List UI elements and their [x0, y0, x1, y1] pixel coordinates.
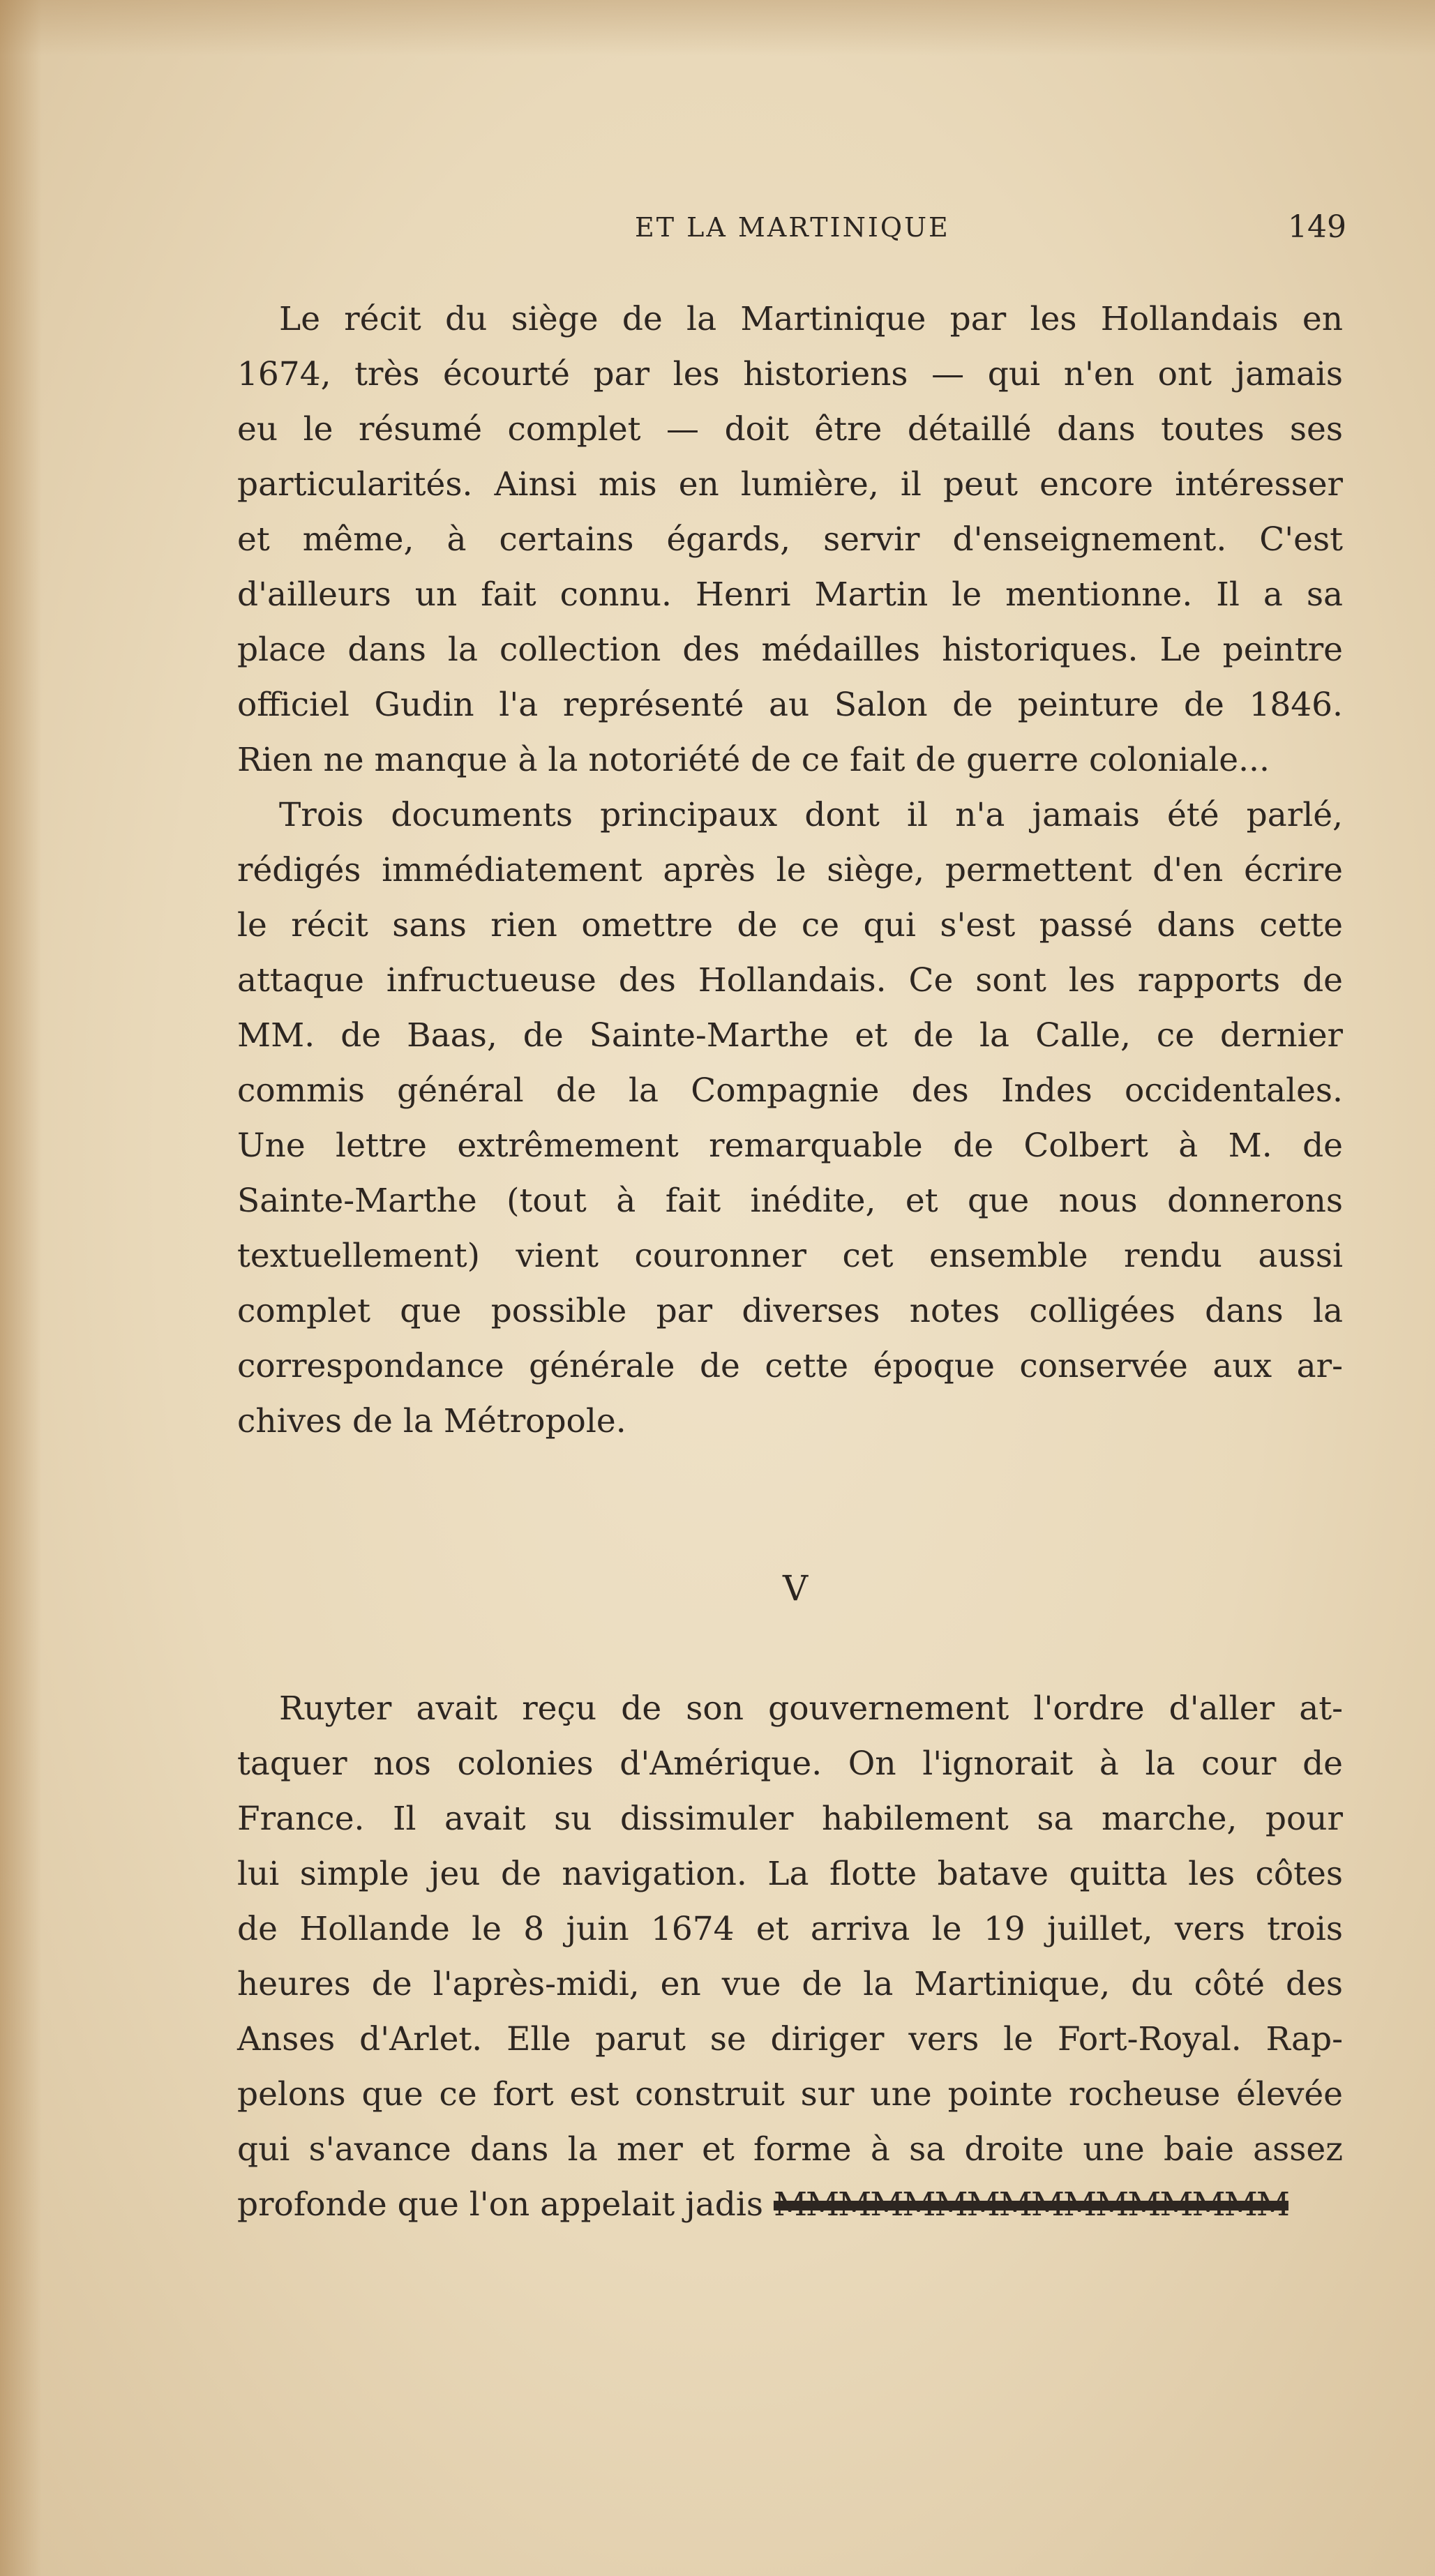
- text-line: de Hollande le 8 juin 1674 et arriva le 19 juillet, vers trois: [237, 1910, 1343, 1948]
- text-line: Trois documents principaux dont il n'a jamais été parlé,: [279, 796, 1343, 834]
- text-line: 1674, très écourté par les historiens — qui n'en ont jamais: [237, 355, 1343, 393]
- running-title: ET LA MARTINIQUE: [635, 212, 950, 243]
- running-head: [0, 209, 1435, 251]
- text-line: Le récit du siège de la Martinique par les Hollandais en: [279, 300, 1343, 338]
- text-line: heures de l'après-midi, en vue de la Martinique, du côté des: [237, 1965, 1343, 2003]
- text-line: place dans la collection des médailles historiques. Le peintre: [237, 631, 1343, 669]
- text-line: MM. de Baas, de Sainte-Marthe et de la Calle, ce dernier: [237, 1016, 1343, 1055]
- text-line: correspondance générale de cette époque conservée aux ar-: [237, 1347, 1343, 1385]
- text-line: officiel Gudin l'a représenté au Salon de peinture de 1846.: [237, 686, 1343, 724]
- struck-through-word: MMMMMMMMMMMMMMMM: [773, 2185, 1289, 2224]
- section-text-1: [237, 292, 1343, 1449]
- text-line: attaque infructueuse des Hollandais. Ce sont les rapports de: [237, 961, 1343, 1000]
- text-line: Une lettre extrêmement remarquable de Colbert à M. de: [237, 1127, 1343, 1165]
- page-edge-shading: [0, 0, 42, 2576]
- page-number: 149: [1288, 209, 1346, 245]
- text-line: Anses d'Arlet. Elle parut se diriger vers le Fort-Royal. Rap-: [237, 2020, 1343, 2058]
- text-line: taquer nos colonies d'Amérique. On l'ignorait à la cour de: [237, 1745, 1343, 1783]
- text-line: et même, à certains égards, servir d'enseignement. C'est: [237, 520, 1343, 559]
- text-line: textuellement) vient couronner cet ensemble rendu aussi: [237, 1237, 1343, 1275]
- last-text-line: [237, 2177, 1343, 2232]
- section-text-2: [237, 1681, 1343, 2232]
- text-line: rédigés immédiatement après le siège, permettent d'en écrire: [237, 851, 1343, 889]
- text-line: particularités. Ainsi mis en lumière, il peut encore intéresser: [237, 465, 1343, 504]
- section-numeral: V: [782, 1568, 809, 1609]
- page-top-shading: [0, 0, 1435, 56]
- text-line: Ruyter avait reçu de son gouvernement l'ordre d'aller at-: [279, 1689, 1343, 1728]
- text-line: chives de la Métropole.: [237, 1402, 626, 1440]
- last-line-text: profonde que l'on appelait jadis: [237, 2185, 763, 2224]
- text-line: d'ailleurs un fait connu. Henri Martin le mentionne. Il a sa: [237, 575, 1343, 614]
- text-line: pelons que ce fort est construit sur une pointe rocheuse élevée: [237, 2075, 1343, 2114]
- text-line: le récit sans rien omettre de ce qui s'est passé dans cette: [237, 906, 1343, 944]
- text-line: Rien ne manque à la notoriété de ce fait de guerre coloniale...: [237, 741, 1270, 779]
- text-line: eu le résumé complet — doit être détaillé dans toutes ses: [237, 410, 1343, 449]
- text-line: lui simple jeu de navigation. La flotte batave quitta les côtes: [237, 1855, 1343, 1893]
- text-line: commis général de la Compagnie des Indes occidentales.: [237, 1071, 1343, 1110]
- text-line: qui s'avance dans la mer et forme à sa droite une baie assez: [237, 2130, 1343, 2169]
- text-line: complet que possible par diverses notes colligées dans la: [237, 1292, 1343, 1330]
- text-line: Sainte-Marthe (tout à fait inédite, et que nous donnerons: [237, 1182, 1343, 1220]
- text-line: France. Il avait su dissimuler habilement sa marche, pour: [237, 1800, 1343, 1838]
